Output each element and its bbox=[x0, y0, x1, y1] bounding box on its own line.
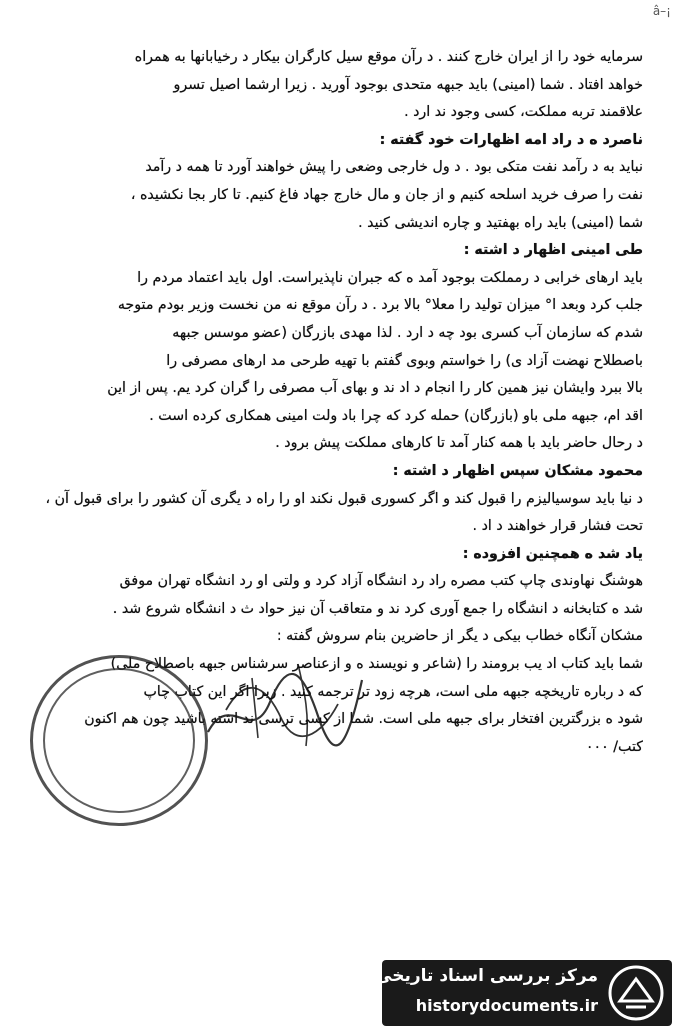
section-heading: محمود مشکان سپس اظهار د اشته : bbox=[392, 462, 643, 479]
section-heading: ناصرد ه د راد امه اظهارات خود گفته : bbox=[379, 131, 643, 148]
text-line: باید ارهای خرابی د رمملکت بوجود آمد ه که جبران ناپذیراست. اول باید اعتماد مردم را bbox=[137, 269, 643, 286]
text-line: شد ه کتابخانه د انشگاه را جمع آوری کرد ند و متعاقب آن نیز حواد ث د انشگاه شروع شد . bbox=[112, 600, 643, 617]
text-line: شما باید کتاب اد یب برومند را (شاعر و نویسند ه و ازعناصر سرشناس جبهه باصطلاح ملی) bbox=[110, 656, 643, 673]
text-line: شدم که سازمان آب کسری بود چه د ارد . لذا مهدی بازرگان (عضو موسس جبهه bbox=[172, 324, 643, 341]
page-footer-text: کتب/ ۰۰۰ bbox=[585, 738, 643, 755]
text-line: نفت را صرف خرید اسلحه کنیم و از جان و مال خارج جهاد فاغ کنیم. تا کار بجا نکشیده ، bbox=[130, 186, 643, 203]
archive-logo bbox=[375, 960, 672, 1026]
text-line: خواهد افتاد . شما (امینی) باید جبهه متحدی بوجود آورید . زیرا ارشما اصیل تسرو bbox=[173, 76, 643, 93]
text-line: که د رباره تاریخچه جبهه ملی است، هرچه زود تر ترجمه کنید . زیرا اگر این کتاب چاپ bbox=[143, 683, 643, 700]
text-line: جلب کرد وبعد ا° میزان تولید را معلا° بالا برد . د رآن موقع نه من نخست وزیر بودم متوجه bbox=[117, 297, 643, 314]
text-line: نباید به د رآمد نفت متکی بود . د ول خارجی وضعی را پیش خواهند آورد تا همه د رآمد bbox=[145, 159, 643, 176]
text-line: علاقمند تربه مملکت، کسی وجود ند ارد . bbox=[404, 104, 643, 121]
logo-text-english: historydocuments.ir bbox=[415, 996, 598, 1015]
section-heading: یاد شد ه همچنین افزوده : bbox=[462, 545, 643, 562]
handwritten-signature bbox=[200, 650, 370, 760]
text-line: مشکان آنگاه خطاب بیکی د یگر از حاضرین بنام سروش گفته : bbox=[276, 628, 643, 645]
text-line: شود ه بزرگترین افتخار برای جبهه ملی است. شما از کسی ترسی ند اشته باشید چون هم اکنون bbox=[84, 711, 643, 728]
text-line: سرمایه خود را از ایران خارج کنند . د رآن موقع سیل کارگران بیکار د رخیابانها به همراه bbox=[134, 49, 643, 65]
text-line: هوشنگ نهاوندی چاپ کتب مصره راد رد انشگاه آزاد کرد و ولتی او رد انشگاه تهران موفق bbox=[119, 573, 643, 590]
text-line: بالا ببرد وایشان نیز همین کار را انجام د اد ند و بهای آب مصرفی را گران کرد یم. پس از این bbox=[107, 380, 643, 397]
text-line: د رحال حاضر باید با همه کنار آمد تا کارهای مملکت پیش برود . bbox=[275, 435, 643, 452]
section-heading: طی امینی اظهار د اشته : bbox=[463, 242, 643, 259]
stamp-seal bbox=[30, 655, 208, 826]
logo-text-persian: مرکز بررسی اسناد تاریخی bbox=[375, 966, 598, 986]
page-corner-mark: â–¡ bbox=[652, 4, 671, 18]
text-line: د نیا باید سوسیالیزم را قبول کند و اگر کسوری قبول نکند او را راه د یگری آن کشور را برای قبول آن ، bbox=[45, 490, 643, 507]
text-line: شما (امینی) باید راه بهفتید و چاره اندیشی کنید . bbox=[358, 214, 643, 231]
text-line: تحت فشار قرار خواهند د اد . bbox=[472, 518, 643, 535]
text-line: اقد ام، جبهه ملی باو (بازرگان) حمله کرد که چرا باد ولت امینی همکاری کرده است . bbox=[149, 407, 643, 424]
text-line: باصطلاح نهضت آزاد ی) را خواستم وبوی گفتم با تهیه طرحی مد ارهای مصرفی را bbox=[166, 352, 643, 369]
archive-logo-icon bbox=[608, 965, 664, 1021]
